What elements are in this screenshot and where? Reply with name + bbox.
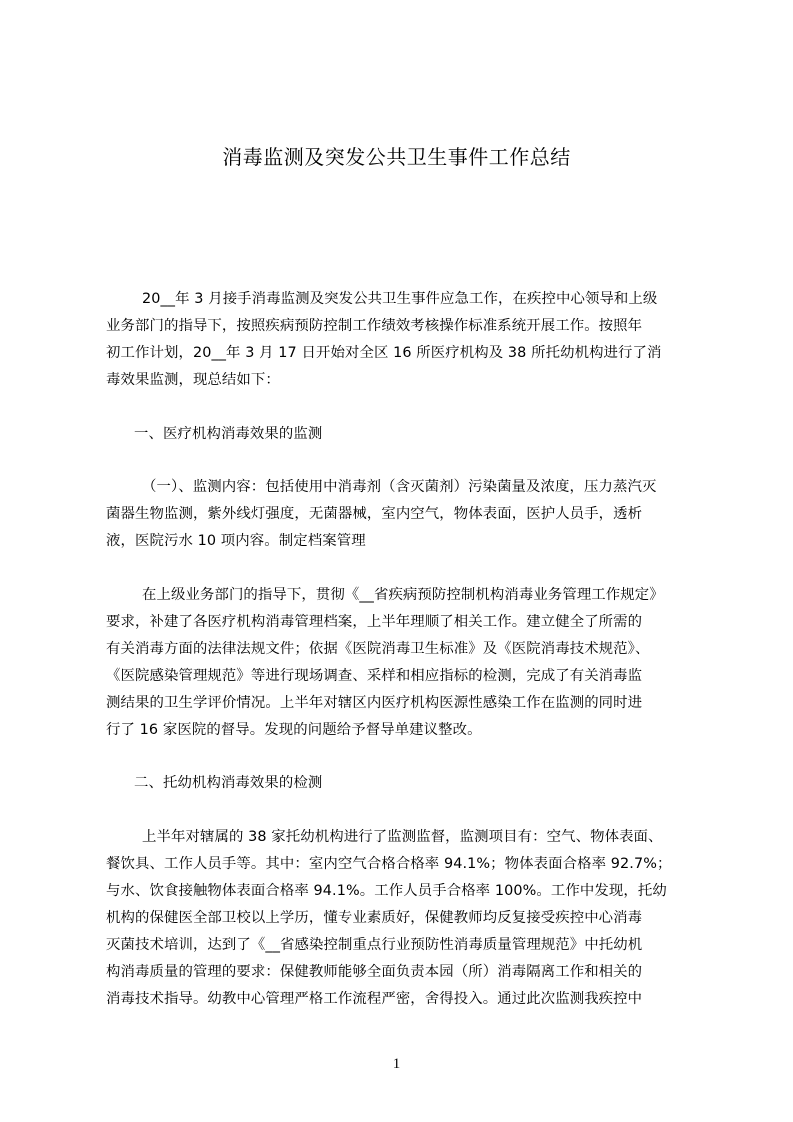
section1-body-line-3: 有关消毒方面的法律法规文件；依据《医院消毒卫生标准》及《医院消毒技术规范》、 xyxy=(106,641,650,657)
intro-line-3: 初工作计划，20__年 3 月 17 日开始对全区 16 所医疗机构及 38 所托幼机构进行了消 xyxy=(106,345,662,361)
section2-body-line-4: 机构的保健医全部卫校以上学历，懂专业素质好，保健教师均反复接受疾控中心消毒 xyxy=(106,910,643,926)
section1-item1-line-3: 液，医院污水 10 项内容。制定档案管理 xyxy=(106,533,366,549)
section1-item1-line-2: 菌器生物监测，紫外线灯强度，无菌器械，室内空气，物体表面，医护人员手，透析 xyxy=(106,506,643,522)
section-heading-2: 二、托幼机构消毒效果的检测 xyxy=(134,775,323,791)
section2-body-line-6: 构消毒质量的管理的要求：保健教师能够全面负责本园（所）消毒隔离工作和相关的 xyxy=(106,964,643,980)
section1-body-line-4: 《医院感染管理规范》等进行现场调查、采样和相应指标的检测，完成了有关消毒监 xyxy=(106,668,643,684)
page-title: 消毒监测及突发公共卫生事件工作总结 xyxy=(222,145,571,169)
intro-line-2: 业务部门的指导下，按照疾病预防控制工作绩效考核操作标准系统开展工作。按照年 xyxy=(106,318,643,334)
page-number: 1 xyxy=(392,1056,401,1072)
section1-body-line-2: 要求，补建了各医疗机构消毒管理档案，上半年理顺了相关工作。建立健全了所需的 xyxy=(106,614,643,630)
section-heading-1: 一、医疗机构消毒效果的监测 xyxy=(134,426,323,442)
section1-item1-line-1: （一）、监测内容：包括使用中消毒剂（含灭菌剂）污染菌量及浓度，压力蒸汽灭 xyxy=(142,479,657,495)
intro-line-1: 20__年 3 月接手消毒监测及突发公共卫生事件应急工作，在疾控中心领导和上级 xyxy=(142,291,658,307)
section1-body-line-6: 行了 16 家医院的督导。发现的问题给予督导单建议整改。 xyxy=(106,722,482,738)
section2-body-line-1: 上半年对辖属的 38 家托幼机构进行了监测监督，监测项目有：空气、物体表面、 xyxy=(142,829,663,845)
section2-body-line-2: 餐饮具、工作人员手等。其中：室内空气合格合格率 94.1%；物体表面合格率 92.7%； xyxy=(106,856,672,872)
section2-body-line-7: 消毒技术指导。幼教中心管理严格工作流程严密，舍得投入。通过此次监测我疾控中 xyxy=(106,991,643,1007)
section1-body-line-5: 测结果的卫生学评价情况。上半年对辖区内医疗机构医源性感染工作在监测的同时进 xyxy=(106,695,643,711)
intro-line-4: 毒效果监测，现总结如下： xyxy=(106,372,280,388)
section1-body-line-1: 在上级业务部门的指导下，贯彻《__省疾病预防控制机构消毒业务管理工作规定》 xyxy=(142,587,664,603)
section2-body-line-3: 与水、饮食接触物体表面合格率 94.1%。工作人员手合格率 100%。工作中发现，托幼 xyxy=(106,883,667,899)
section2-body-line-5: 灭菌技术培训，达到了《__省感染控制重点行业预防性消毒质量管理规范》中托幼机 xyxy=(106,937,643,953)
